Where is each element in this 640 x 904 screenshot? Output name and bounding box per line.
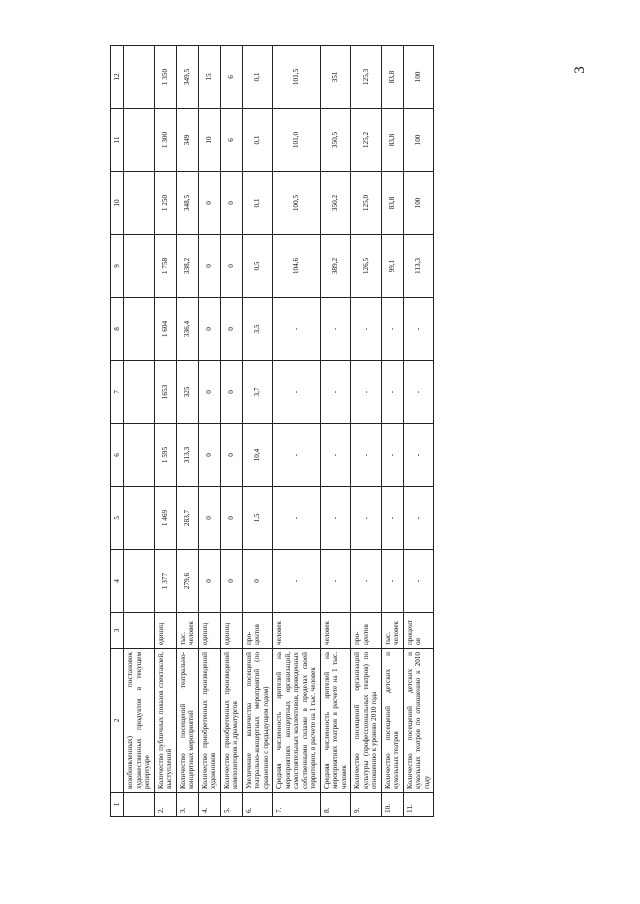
row-index	[124, 793, 154, 817]
unit-of-measure: единиц	[220, 613, 242, 649]
indicator-name: Количество посещений театрально-концертных мероприятий	[176, 649, 198, 793]
indicator-name: Количество приобретенных произведений композиторов и драматургов	[220, 649, 242, 793]
value-cell: 1 604	[154, 298, 176, 361]
value-cell: -	[320, 424, 350, 487]
value-cell: 100	[403, 109, 433, 172]
value-cell: 351	[320, 46, 350, 109]
value-cell: 100	[403, 172, 433, 235]
value-cell	[124, 109, 154, 172]
value-cell: 1 300	[154, 109, 176, 172]
value-cell: 0	[198, 361, 220, 424]
value-cell	[124, 46, 154, 109]
table-body	[124, 46, 434, 817]
value-cell: 100,5	[273, 172, 320, 235]
value-cell: -	[403, 361, 433, 424]
unit-of-measure: единиц	[198, 613, 220, 649]
page-number: 3	[572, 66, 588, 74]
row-index: 5.	[220, 793, 242, 817]
value-cell: -	[403, 487, 433, 550]
row-index: 10.	[381, 793, 403, 817]
value-cell: 6	[220, 46, 242, 109]
indicator-name: Средняя численность зрителей на мероприятиях театров в расчете на 1 тыс. человек	[320, 649, 350, 793]
value-cell: 101,5	[273, 46, 320, 109]
value-cell: 338,2	[176, 235, 198, 298]
column-header-1: 1	[111, 793, 124, 817]
value-cell: 1 758	[154, 235, 176, 298]
value-cell: 125,3	[351, 46, 381, 109]
table-row	[351, 46, 381, 817]
column-header-12: 12	[111, 46, 124, 109]
value-cell: 125,2	[351, 109, 381, 172]
value-cell	[124, 361, 154, 424]
value-cell: 279,6	[176, 550, 198, 613]
indicator-table	[110, 45, 434, 817]
value-cell: -	[351, 361, 381, 424]
value-cell: 0	[220, 298, 242, 361]
column-header-9: 9	[111, 235, 124, 298]
value-cell: 0	[220, 361, 242, 424]
table-row	[176, 46, 198, 817]
value-cell: -	[273, 487, 320, 550]
value-cell: 1653	[154, 361, 176, 424]
column-header-5: 5	[111, 487, 124, 550]
value-cell	[124, 298, 154, 361]
value-cell: 1 469	[154, 487, 176, 550]
unit-of-measure: единиц	[154, 613, 176, 649]
value-cell: 0	[220, 172, 242, 235]
value-cell: 283,7	[176, 487, 198, 550]
indicator-name: Количество публичных показов спектаклей, выступлений	[154, 649, 176, 793]
table-rotation-wrapper	[110, 46, 431, 813]
value-cell: 1,5	[242, 487, 272, 550]
table-container	[110, 46, 580, 817]
value-cell: 100	[403, 46, 433, 109]
value-cell: 0	[198, 550, 220, 613]
value-cell: 113,3	[403, 235, 433, 298]
value-cell: 0	[198, 424, 220, 487]
value-cell: -	[403, 550, 433, 613]
value-cell: 6	[220, 109, 242, 172]
value-cell	[124, 550, 154, 613]
value-cell: 10,4	[242, 424, 272, 487]
value-cell: -	[381, 487, 403, 550]
table-row	[220, 46, 242, 817]
row-index: 4.	[198, 793, 220, 817]
column-header-8: 8	[111, 298, 124, 361]
value-cell: -	[351, 424, 381, 487]
value-cell: 15	[198, 46, 220, 109]
table-row	[242, 46, 272, 817]
row-index: 8.	[320, 793, 350, 817]
unit-of-measure	[124, 613, 154, 649]
table-row	[403, 46, 433, 817]
value-cell: 1 377	[154, 550, 176, 613]
row-index: 7.	[273, 793, 320, 817]
row-index: 9.	[351, 793, 381, 817]
row-index: 3.	[176, 793, 198, 817]
value-cell: -	[403, 298, 433, 361]
value-cell: 0	[198, 487, 220, 550]
value-cell	[124, 235, 154, 298]
value-cell: 0	[242, 550, 272, 613]
column-header-7: 7	[111, 361, 124, 424]
value-cell: 3,7	[242, 361, 272, 424]
value-cell: 0	[220, 550, 242, 613]
indicator-name: Средняя численность зрителей на мероприятиях концертных организаций, самостоятельных коллективов, проведенных собственными силами в пределах своей территории, в расчете на 1 тыс. человек	[273, 649, 320, 793]
value-cell: 99,1	[381, 235, 403, 298]
value-cell	[124, 424, 154, 487]
table-row	[320, 46, 350, 817]
unit-of-measure: тыс. человек	[381, 613, 403, 649]
unit-of-measure: человек	[273, 613, 320, 649]
value-cell: 3,5	[242, 298, 272, 361]
value-cell: 350,2	[320, 172, 350, 235]
column-header-10: 10	[111, 172, 124, 235]
value-cell: -	[351, 550, 381, 613]
value-cell: 83,8	[381, 172, 403, 235]
value-cell: -	[351, 298, 381, 361]
column-header-3: 3	[111, 613, 124, 649]
indicator-name: Количество посещений организаций культуры (профессиональных театров) по отношению к уровню 2010 года	[351, 649, 381, 793]
value-cell: -	[381, 550, 403, 613]
row-index: 11.	[403, 793, 433, 817]
value-cell: -	[273, 424, 320, 487]
value-cell: 349	[176, 109, 198, 172]
indicator-name: возобновленных) постановок художественных продуктов в текущем репертуаре	[124, 649, 154, 793]
value-cell: 0,1	[242, 172, 272, 235]
value-cell: 0,1	[242, 46, 272, 109]
value-cell: 349,5	[176, 46, 198, 109]
value-cell: 0	[198, 298, 220, 361]
value-cell: 104,6	[273, 235, 320, 298]
value-cell: 0	[198, 172, 220, 235]
value-cell: 0	[220, 424, 242, 487]
indicator-name: Увеличение количества посещений театрально-концертных мероприятий (по сравнению с предыдущим годом)	[242, 649, 272, 793]
unit-of-measure: тыс. человек	[176, 613, 198, 649]
table-row	[381, 46, 403, 817]
table-row	[124, 46, 154, 817]
value-cell: -	[273, 298, 320, 361]
value-cell: 0	[220, 235, 242, 298]
value-cell: 83,8	[381, 46, 403, 109]
value-cell: -	[273, 361, 320, 424]
unit-of-measure: процент ов	[403, 613, 433, 649]
column-header-4: 4	[111, 550, 124, 613]
value-cell: 348,5	[176, 172, 198, 235]
table-row	[198, 46, 220, 817]
value-cell: -	[381, 424, 403, 487]
value-cell: -	[351, 487, 381, 550]
value-cell	[124, 487, 154, 550]
value-cell: 350,5	[320, 109, 350, 172]
value-cell: 83,8	[381, 109, 403, 172]
value-cell: 126,5	[351, 235, 381, 298]
value-cell: -	[320, 487, 350, 550]
value-cell: 336,4	[176, 298, 198, 361]
value-cell: 101,0	[273, 109, 320, 172]
value-cell: -	[320, 361, 350, 424]
value-cell: -	[273, 550, 320, 613]
indicator-name: Количество посещений детских и кукольных театров по отношению к 2010 году	[403, 649, 433, 793]
table-header-row	[111, 46, 124, 817]
value-cell: 1 250	[154, 172, 176, 235]
row-index: 2.	[154, 793, 176, 817]
row-index: 6.	[242, 793, 272, 817]
column-header-2: 2	[111, 649, 124, 793]
value-cell: 389,2	[320, 235, 350, 298]
value-cell: -	[320, 298, 350, 361]
unit-of-measure: про-центов	[242, 613, 272, 649]
value-cell: 313,3	[176, 424, 198, 487]
value-cell: -	[403, 424, 433, 487]
indicator-name: Количество приобретенных произведений художников	[198, 649, 220, 793]
table-row	[154, 46, 176, 817]
value-cell: -	[320, 550, 350, 613]
value-cell: 1 595	[154, 424, 176, 487]
value-cell: 0	[198, 235, 220, 298]
value-cell: 125,0	[351, 172, 381, 235]
value-cell	[124, 172, 154, 235]
value-cell: 0	[220, 487, 242, 550]
value-cell: 0,1	[242, 109, 272, 172]
value-cell: -	[381, 361, 403, 424]
unit-of-measure: про-центов	[351, 613, 381, 649]
column-header-11: 11	[111, 109, 124, 172]
value-cell: 10	[198, 109, 220, 172]
column-header-6: 6	[111, 424, 124, 487]
value-cell: 0,5	[242, 235, 272, 298]
value-cell: 325	[176, 361, 198, 424]
value-cell: -	[381, 298, 403, 361]
value-cell: 1 350	[154, 46, 176, 109]
indicator-name: Количество посещений детских и кукольных театров	[381, 649, 403, 793]
table-row	[273, 46, 320, 817]
unit-of-measure: человек	[320, 613, 350, 649]
